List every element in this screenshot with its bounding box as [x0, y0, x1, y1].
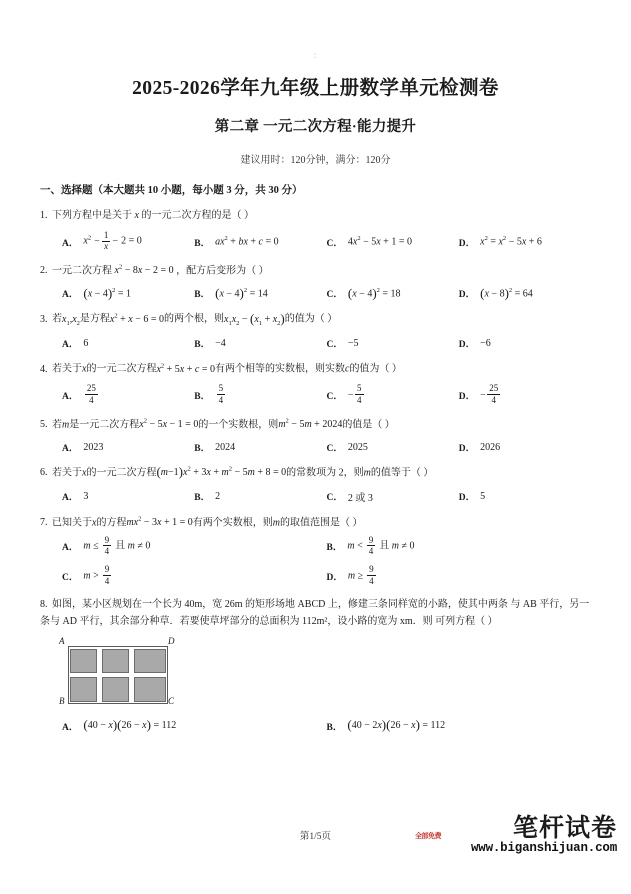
- option-7-B[interactable]: [327, 536, 592, 557]
- question-2-number: 2.: [40, 265, 48, 277]
- question-1-text-post: 的一元二次方程的是（ ）: [141, 210, 254, 221]
- option-5-B-label: B．: [194, 444, 211, 455]
- option-1-C-label: C．: [326, 238, 343, 249]
- option-2-A-value: $(x - 4)^2 = 1$: [83, 285, 132, 301]
- option-6-B[interactable]: [194, 489, 326, 504]
- option-1-D-value: $x^2 = x^2 - 5x + 6$: [480, 235, 542, 248]
- option-5-C-value: 2025: [347, 441, 368, 453]
- option-8-A-value: (40 − x)(26 − x) = 112: [83, 717, 177, 733]
- option-1-C[interactable]: [327, 231, 459, 252]
- option-7-D[interactable]: [327, 566, 592, 587]
- option-4-A-label: A．: [62, 392, 79, 403]
- vertex-label-C: C: [168, 695, 175, 706]
- option-7-B-value: m < $\frac{9}{4}$ 且 m ≠ 0: [347, 534, 415, 556]
- question-6-stem: 6. 若关于x的一元二次方程$(m-1)x^2 + 3x + m^2 - 5m + 8 = 0$的常数项为 2，则m的值等于（ ）: [40, 464, 434, 480]
- question-6-options: [40, 482, 591, 504]
- option-2-A[interactable]: [62, 286, 194, 300]
- option-5-D[interactable]: [459, 440, 591, 454]
- option-7-C-value: m > $\frac{9}{4}$: [83, 564, 110, 586]
- option-2-D-value: $(x - 8)^2 = 64$: [480, 285, 533, 301]
- question-3-text: 若: [52, 313, 62, 325]
- option-5-A-label: A．: [62, 444, 79, 455]
- option-4-A[interactable]: [62, 385, 194, 406]
- option-1-D[interactable]: [459, 231, 591, 252]
- option-3-D-value: −6: [480, 337, 491, 349]
- watermark: [414, 815, 617, 855]
- option-8-B[interactable]: [327, 719, 592, 733]
- option-6-D-value: 5: [480, 490, 486, 502]
- question-2-equation: $x^2 - 8x - 2 = 0$: [114, 263, 174, 277]
- question-1-number: 1.: [40, 210, 48, 221]
- option-5-C-label: C．: [326, 444, 343, 455]
- option-3-D[interactable]: [459, 336, 591, 350]
- option-3-C-value: −5: [347, 337, 359, 349]
- section-title-choice: 一、选择题（本大题共 10 小题，每小题 3 分，共 30 分）: [40, 185, 303, 196]
- question-5-stem: 5. 若m是一元二次方程$x^2 - 5x - 1 = 0$的一个实数根，则$m^2 - 5m + 2024$的值是（ ）: [40, 417, 395, 430]
- question-2-stem: [40, 263, 591, 280]
- question-8-stem: [40, 597, 591, 629]
- question-7-options-row2: [40, 557, 591, 587]
- question-8-options: [40, 710, 591, 733]
- option-1-B-label: B．: [194, 238, 211, 249]
- watermark-free-badge: 全部免费: [414, 831, 441, 840]
- option-3-B[interactable]: [194, 336, 326, 350]
- page-subtitle: 第二章 一元二次方程·能力提升: [214, 119, 417, 135]
- option-5-A-value: 2023: [83, 441, 104, 453]
- question-4: [40, 350, 591, 405]
- option-5-C[interactable]: [327, 440, 459, 454]
- option-2-B-value: $(x - 4)^2 = 14$: [215, 285, 268, 301]
- question-6: [40, 454, 591, 504]
- option-2-D-label: D．: [458, 290, 476, 301]
- watermark-url: www.biganshijuan.com: [470, 841, 617, 855]
- option-4-D-value: − $\frac{25}{4}$: [480, 383, 499, 405]
- question-1-stem: [40, 208, 591, 224]
- option-1-C-value: $4x^2 - 5x + 1 = 0$: [347, 235, 412, 248]
- question-5: [40, 406, 591, 455]
- option-1-A-value: $x^2$ − $\frac{1}{x}$ − 2 = 0: [83, 229, 142, 252]
- option-5-A[interactable]: [62, 440, 194, 454]
- question-4-options: [40, 378, 591, 406]
- option-4-C[interactable]: [327, 385, 459, 406]
- option-1-B[interactable]: [194, 231, 326, 252]
- option-7-D-label: D．: [326, 573, 343, 584]
- question-8-line2: 与 AB 平行，另一条与 AD 平行，其余部分种草．若要使草坪部分的总面积为 112m²，设小路的宽为 xm．则: [40, 599, 590, 627]
- question-3-options: [40, 329, 591, 350]
- page-footer: [0, 815, 631, 878]
- question-7-options-row1: [40, 531, 591, 557]
- option-7-A-label: A．: [62, 543, 79, 554]
- question-6-number: 6.: [40, 467, 48, 479]
- option-6-A[interactable]: [62, 489, 194, 504]
- question-7-stem: 7. 已知关于x的方程$mx^2 - 3x + 1 = 0$有两个实数根，则m的取值范围是（ ）: [40, 515, 363, 528]
- option-3-A-label: A．: [62, 340, 79, 351]
- question-2: [40, 252, 591, 301]
- page-title: 2025-2026学年九年级上册数学单元检测卷: [132, 78, 499, 99]
- question-8: [40, 586, 591, 732]
- watermark-brand: 笔杆试卷: [512, 815, 617, 842]
- question-3: [40, 300, 591, 350]
- exam-instructions: 建议用时：120分钟，满分：120分: [240, 155, 391, 166]
- option-3-B-label: B．: [194, 340, 211, 351]
- option-4-A-value: $\frac{25}{4}$: [86, 383, 96, 405]
- grass-plot-2: [102, 649, 129, 673]
- option-6-C-label: C．: [326, 493, 343, 504]
- option-7-C-label: C．: [62, 573, 79, 584]
- question-8-number: 8.: [40, 599, 48, 611]
- question-2-options: [40, 279, 591, 300]
- question-1: [40, 197, 591, 252]
- option-7-B-label: B．: [326, 543, 343, 554]
- option-3-A-value: 6: [83, 337, 89, 349]
- option-4-D-label: D．: [458, 392, 476, 403]
- grass-plot-6: [134, 677, 166, 702]
- question-5-number: 5.: [40, 418, 48, 430]
- option-1-B-value: $ax^2$ + bx + c = 0: [215, 235, 279, 248]
- option-7-C[interactable]: [62, 566, 327, 587]
- question-7-number: 7.: [40, 516, 48, 528]
- option-5-D-value: 2026: [480, 441, 501, 453]
- option-4-C-label: C．: [326, 392, 343, 403]
- option-2-D[interactable]: [459, 286, 591, 300]
- question-4-stem: 4. 若关于x的一元二次方程$x^2 + 5x + c = 0$有两个相等的实数根，则实数c的值为（ ）: [40, 362, 402, 375]
- grass-plot-1: [70, 649, 97, 673]
- question-7: [40, 504, 591, 587]
- option-2-A-label: A．: [62, 290, 79, 301]
- option-6-A-label: A．: [62, 493, 79, 504]
- option-8-B-label: B．: [326, 722, 343, 733]
- rectangle-field-diagram: [58, 635, 176, 710]
- vertex-label-D: D: [168, 635, 175, 646]
- option-4-C-value: − $\frac{5}{4}$: [347, 383, 362, 405]
- page-number: 第1/5页: [299, 832, 332, 842]
- option-6-B-value: 2: [215, 490, 221, 502]
- option-7-A-value: m ≤ $\frac{9}{4}$ 且 m ≠ 0: [83, 534, 151, 556]
- option-7-A[interactable]: [62, 536, 327, 557]
- option-3-A[interactable]: [62, 336, 194, 350]
- question-1-variable: x: [134, 210, 139, 221]
- option-5-D-label: D．: [458, 444, 476, 455]
- option-5-B[interactable]: [194, 440, 326, 454]
- option-6-C-value: 2 或 3: [347, 492, 373, 504]
- option-5-B-value: 2024: [215, 441, 236, 453]
- option-4-D[interactable]: [459, 385, 591, 406]
- option-1-A[interactable]: [62, 231, 194, 252]
- question-4-number: 4.: [40, 363, 48, 375]
- option-1-A-label: A．: [62, 238, 79, 249]
- grass-plot-5: [102, 677, 129, 702]
- vertex-label-A: A: [59, 635, 65, 646]
- option-2-C[interactable]: [327, 286, 459, 300]
- option-6-C[interactable]: [327, 489, 459, 504]
- option-4-B[interactable]: [194, 385, 326, 406]
- question-2-text-post: ，配方后变形为（ ）: [176, 265, 269, 277]
- question-1-text-pre: 下列方程中是关于: [52, 210, 132, 221]
- option-2-C-label: C．: [326, 290, 343, 301]
- top-mark: :: [313, 50, 318, 60]
- option-1-D-label: D．: [458, 238, 476, 249]
- option-3-D-label: D．: [458, 340, 476, 351]
- option-7-D-value: m ≥ $\frac{9}{4}$: [347, 564, 374, 586]
- option-3-C[interactable]: [327, 336, 459, 350]
- question-1-options: [40, 224, 591, 252]
- vertex-label-B: B: [59, 695, 65, 706]
- option-8-A-label: A．: [62, 722, 79, 733]
- question-3-stem: 3. 若$x_1,x_2$是方程$x^2 + x - 6 = 0$的两个根，则$x_1x_2 - (x_1 + x_2)$的值为（ ）: [40, 310, 338, 327]
- question-2-text-pre: 一元二次方程: [52, 265, 112, 277]
- question-5-options: [40, 433, 591, 454]
- option-8-B-value: (40 − 2x)(26 − x) = 112: [347, 717, 446, 733]
- option-6-D[interactable]: [459, 489, 591, 504]
- option-3-C-label: C．: [326, 340, 343, 351]
- option-6-D-label: D．: [458, 493, 476, 504]
- grass-plot-4: [70, 677, 97, 702]
- option-3-B-value: −4: [215, 337, 226, 349]
- question-8-line3: 可列方程（ ）: [435, 615, 498, 627]
- question-8-figure-wrap: [40, 630, 591, 710]
- option-6-B-label: B．: [194, 493, 211, 504]
- option-4-B-value: $\frac{5}{4}$: [218, 383, 224, 405]
- option-2-B-label: B．: [194, 290, 211, 301]
- option-6-A-value: 3: [83, 490, 89, 502]
- question-3-number: 3.: [40, 313, 48, 325]
- option-2-C-value: $(x - 4)^2 = 18$: [347, 285, 401, 301]
- question-8-line1: 如图，某小区规划在一个长为 40m，宽 26m 的矩形场地 ABCD 上，修建三条同样宽的小路，使其中两条: [52, 599, 508, 611]
- option-2-B[interactable]: [194, 286, 326, 300]
- option-4-B-label: B．: [194, 392, 211, 403]
- grass-plot-3: [134, 649, 166, 673]
- option-8-A[interactable]: [62, 719, 327, 733]
